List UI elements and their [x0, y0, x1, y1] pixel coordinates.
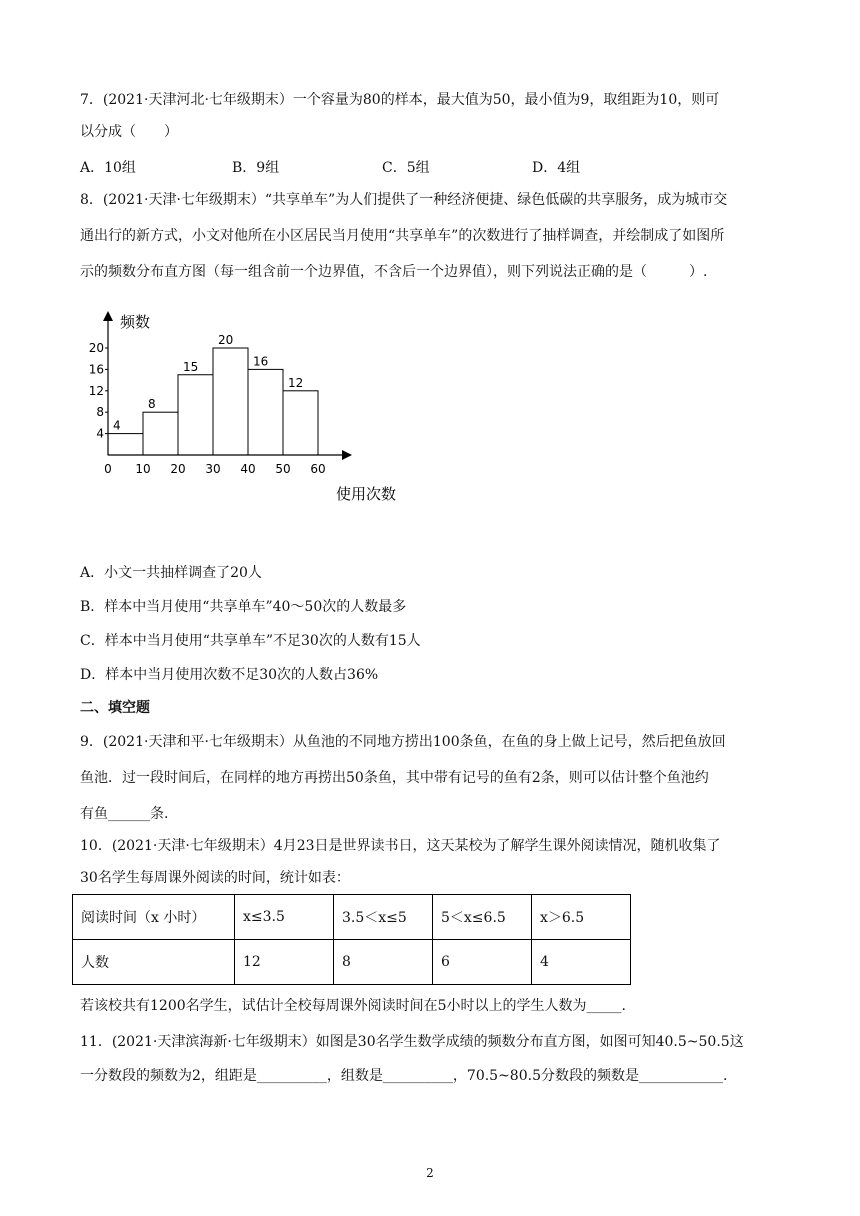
- bar-value-label: 12: [288, 375, 304, 390]
- bar-value-label: 4: [113, 418, 121, 433]
- q8-option-d[interactable]: D．样本中当月使用次数不足30次的人数占36%: [80, 667, 379, 683]
- x-tick-label: 30: [205, 462, 221, 476]
- q9-line3[interactable]: 有鱼______条.: [80, 806, 169, 822]
- x-tick-label: 0: [104, 462, 112, 476]
- table-cell: 人数: [73, 940, 235, 985]
- x-tick-label: 20: [170, 462, 186, 476]
- histogram-bar: [143, 412, 178, 455]
- q8-option-c[interactable]: C．样本中当月使用“共享单车”不足30次的人数有15人: [80, 633, 421, 649]
- page-number: 2: [426, 1166, 434, 1180]
- y-axis-ticks: [89, 341, 108, 441]
- reading-time-table: [72, 894, 631, 985]
- histogram-bar: [283, 391, 318, 455]
- y-tick-label: 16: [88, 362, 104, 377]
- table-cell: 5＜x≤6.5: [433, 895, 532, 940]
- table-cell: 12: [235, 940, 334, 985]
- table-cell: 阅读时间（x 小时）: [73, 895, 235, 940]
- q8-line1: 8．(2021·天津·七年级期末）“共享单车”为人们提供了一种经济便捷、绿色低碳的共享服务，成为城市交: [80, 192, 728, 208]
- histogram-chart: [80, 305, 440, 520]
- y-tick-label: 20: [88, 341, 104, 355]
- x-tick-label: 10: [135, 462, 151, 476]
- y-axis-arrow: [103, 311, 113, 321]
- q8-option-b[interactable]: B．样本中当月使用“共享单车”40～50次的人数最多: [80, 599, 407, 615]
- q7-option-b[interactable]: B．9组: [232, 160, 280, 176]
- bar-value-label: 8: [148, 397, 156, 412]
- table-row: [73, 940, 631, 985]
- histogram-bar: [248, 369, 283, 455]
- q10-line2: 30名学生每周课外阅读的时间，统计如表：: [80, 870, 350, 886]
- q8-line3: 示的频数分布直方图（每一组含前一个边界值，不含后一个边界值），则下列说法正确的是（ ）.: [80, 264, 708, 280]
- y-axis-label: 频数: [120, 313, 151, 331]
- q8-line2: 通出行的新方式，小文对他所在小区居民当月使用“共享单车”的次数进行了抽样调查，并绘制成了如图所: [80, 228, 725, 244]
- table-header-row: [73, 895, 631, 940]
- q7-option-c[interactable]: C．5组: [382, 160, 430, 176]
- bar-value-label: 15: [183, 359, 199, 374]
- x-axis-arrow: [342, 450, 352, 460]
- q7-line2: 以分成（ ）: [80, 124, 178, 140]
- x-tick-label: 40: [240, 462, 256, 476]
- q10-line3[interactable]: 若该校共有1200名学生，试估计全校每周课外阅读时间在5小时以上的学生人数为_____.: [80, 998, 626, 1014]
- x-tick-label: 50: [275, 462, 291, 476]
- q9-line2: 鱼池．过一段时间后，在同样的地方再捞出50条鱼，其中带有记号的鱼有2条，则可以估计整个鱼池约: [80, 770, 709, 786]
- y-tick-label: 12: [88, 383, 104, 398]
- x-axis-label: 使用次数: [336, 485, 397, 503]
- q11-line1: 11．(2021·天津滨海新·七年级期末）如图是30名学生数学成绩的频数分布直方图，如图可知40.5~50.5这: [80, 1034, 744, 1050]
- table-cell: 4: [532, 940, 631, 985]
- q10-line1: 10．(2021·天津·七年级期末）4月23日是世界读书日，这天某校为了解学生课外阅读情况，随机收集了: [80, 838, 721, 854]
- table-cell: x≤3.5: [235, 895, 334, 940]
- q7-option-d[interactable]: D．4组: [532, 160, 581, 176]
- y-tick-label: 8: [96, 405, 104, 420]
- histogram-bars: [108, 348, 318, 455]
- x-axis-ticks: [104, 462, 325, 476]
- q11-line2[interactable]: 一分数段的频数为2，组距是__________，组数是__________，70.5~80.5分数段的频数是____________.: [80, 1068, 728, 1084]
- y-tick-label: 4: [96, 426, 104, 441]
- histogram-bar: [108, 434, 143, 455]
- table-cell: 3.5＜x≤5: [334, 895, 433, 940]
- q7-option-a[interactable]: A．10组: [80, 160, 136, 176]
- table-cell: x＞6.5: [532, 895, 631, 940]
- x-tick-label: 60: [310, 462, 326, 476]
- table-cell: 6: [433, 940, 532, 985]
- histogram-bar: [178, 375, 213, 455]
- table-cell: 8: [334, 940, 433, 985]
- bar-value-label: 16: [253, 354, 269, 369]
- q8-option-a[interactable]: A．小文一共抽样调查了20人: [80, 565, 262, 581]
- histogram-bar: [213, 348, 248, 455]
- bar-value-label: 20: [218, 333, 234, 347]
- section-heading: 二、填空题: [80, 700, 150, 716]
- q9-line1: 9．(2021·天津和平·七年级期末）从鱼池的不同地方捞出100条鱼，在鱼的身上做上记号，然后把鱼放回: [80, 734, 726, 750]
- q7-line1: 7．(2021·天津河北·七年级期末）一个容量为80的样本，最大值为50，最小值为9，取组距为10，则可: [80, 92, 720, 108]
